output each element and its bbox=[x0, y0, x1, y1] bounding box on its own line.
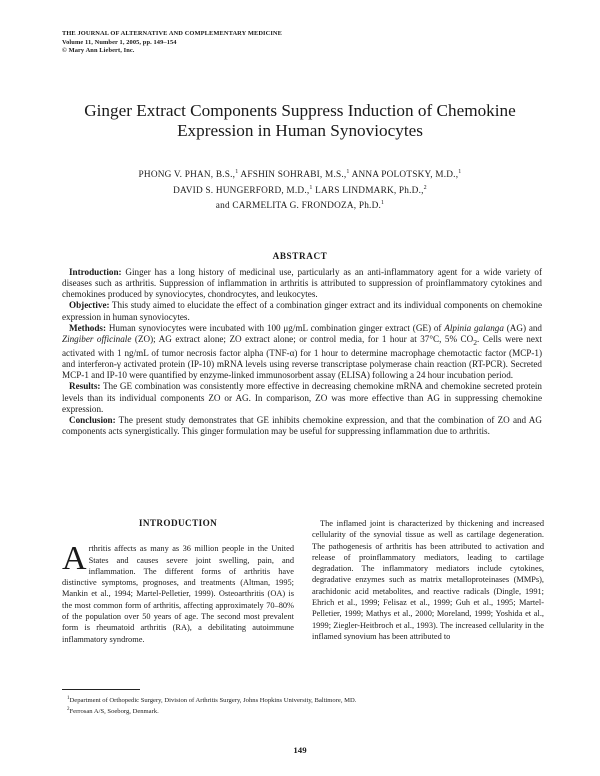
abstract-introduction bbox=[62, 267, 542, 300]
author-polotsky: ANNA POLOTSKY, M.D., bbox=[349, 170, 459, 181]
affiliation-mark: 1 bbox=[458, 169, 462, 175]
footnote-rule bbox=[62, 689, 140, 690]
journal-name: THE JOURNAL OF ALTERNATIVE AND COMPLEMENTARY MEDICINE bbox=[62, 30, 283, 37]
author-sohrabi: AFSHIN SOHRABI, M.S., bbox=[238, 170, 347, 181]
journal-copyright: © Mary Ann Liebert, Inc. bbox=[62, 47, 135, 55]
title-line-1: Ginger Extract Components Suppress Induction of Chemokine bbox=[84, 101, 516, 120]
author-frondoza: and CARMELITA G. FRONDOZA, Ph.D. bbox=[215, 201, 382, 212]
introduction-heading: INTRODUCTION bbox=[138, 518, 218, 528]
author-list bbox=[40, 166, 560, 213]
abstract-text: . Cells were next activated with 1 ng/mL of tumor necrosis factor alpha (TNF-α) for 1 hour to determine macrophage chemotactic factor (MCP-1) and interferon-γ activated protein (IP-10) mRNA levels using reverse transcriptase polymerase chain reaction (RT-PCR). Secreted MCP-1 and IP-10 were quantified by enzyme-linked immunosorbent assay (ELISA) following a 24 hour incubation period. bbox=[62, 333, 542, 381]
abstract-label: Conclusion: bbox=[69, 414, 116, 425]
footnote-mark: 2 bbox=[67, 706, 70, 712]
abstract-conclusion bbox=[62, 415, 542, 437]
journal-header bbox=[62, 30, 282, 56]
footnote-2 bbox=[62, 706, 356, 717]
abstract-text: The GE combination was consistently more effective in decreasing chemokine mRNA and chemokine secreted protein levels than its individual components ZO or AG. In comparison, ZO was more effective than AG in suppressing chemokine expression. bbox=[62, 381, 542, 414]
author-line-2 bbox=[40, 182, 560, 198]
affiliation-mark: 1 bbox=[309, 184, 313, 191]
affiliation-mark: 1 bbox=[346, 169, 350, 175]
page-number: 149 bbox=[293, 745, 307, 755]
abstract-text: This study aimed to elucidate the effect of a combination ginger extract and its individual components on chemokine expression in human synoviocytes. bbox=[62, 300, 542, 322]
author-line-1 bbox=[40, 166, 560, 182]
drop-cap: A bbox=[62, 540, 87, 578]
body-text: rthritis affects as many as 36 million people in the United States and causes severe joint swelling, pain, and inflammation. The different forms of arthritis have distinctive symptoms, prognoses, and treatments (Altman, 1995; Mankin et al., 1994; Martel-Pelletier, 1999). Osteoarthritis (OA) is the most common form of arthritis, affecting approximately 70–80% of the population over 50 years of age. The second most prevalent form is rheumatoid arthritis (RA), a debilitating autoimmune inflammatory syndrome. bbox=[62, 544, 294, 644]
species-name: Alpinia galanga bbox=[444, 322, 504, 333]
left-column bbox=[62, 518, 294, 645]
affiliation-mark: 1 bbox=[381, 200, 385, 207]
abstract-label: Methods: bbox=[69, 322, 107, 333]
species-name: Zingiber officinale bbox=[62, 333, 132, 344]
author-line-3 bbox=[40, 197, 560, 213]
footnote-text: Ferrosan A/S, Soeborg, Denmark. bbox=[69, 708, 159, 716]
footnote-text: Department of Orthopedic Surgery, Division of Arthritis Surgery, Johns Hopkins University, Baltimore, MD. bbox=[69, 697, 357, 705]
introduction-paragraph-1 bbox=[62, 540, 294, 645]
footnotes bbox=[62, 695, 356, 717]
affiliation-mark: 2 bbox=[423, 184, 427, 191]
abstract-text: (ZO); AG extract alone; ZO extract alone; or control media, for 1 hour at 37°C, 5% CO bbox=[131, 333, 474, 344]
abstract-label: Introduction: bbox=[69, 267, 122, 277]
affiliation-mark: 1 bbox=[235, 169, 239, 175]
abstract-text: Human synoviocytes were incubated with 100 μg/mL combination ginger extract (GE) of bbox=[106, 322, 445, 333]
abstract-body bbox=[62, 267, 542, 437]
right-column bbox=[312, 518, 544, 642]
abstract-methods bbox=[62, 323, 542, 382]
abstract-objective bbox=[62, 300, 542, 322]
journal-volume: Volume 11, Number 1, 2005, pp. 149–154 bbox=[62, 38, 177, 46]
abstract-results bbox=[62, 381, 542, 414]
introduction-paragraph-2: The inflamed joint is characterized by thickening and increased cellularity of the synovial tissue as well as cartilage degeneration. The pathogenesis of arthritis has been attributed to activation and release of proinflammatory mediators, leading to cartilage degradation. The inflammatory mediators include cytokines, degradative enzymes such as matrix metalloproteinases (MMPs), arachidonic acid metabolites, and reactive radicals (Dingle, 1991; Ehrich et al., 1999; Felisaz et al., 1999; Guh et al., 1995; Martel-Pelletier, 1999; Mathys et al., 2000; Moreland, 1999; Yoshida et al., 1999; Ziegler-Heitbroch et al., 1993). The increased cellularity in the inflamed synovium has been attributed to bbox=[312, 519, 544, 641]
article-title bbox=[40, 101, 560, 141]
abstract-text: The present study demonstrates that GE inhibits chemokine expression, and that the combination of ZO and AG components acts synergistically. This ginger formulation may be useful for suppressing inflammation due to arthritis. bbox=[62, 414, 542, 437]
subscript: 2 bbox=[473, 337, 478, 347]
abstract-text: Ginger has a long history of medicinal use, particularly as an anti-inflammatory agent for a wide variety of diseases such as arthritis. Suppression of inflammation in arthritis is attributed to suppression of proinflammatory cytokines and chemokines produced by synoviocytes, chondrocytes, and leukocytes. bbox=[62, 267, 542, 300]
footnote-1 bbox=[62, 695, 356, 706]
author-lindmark: LARS LINDMARK, Ph.D., bbox=[312, 185, 424, 196]
abstract-heading: ABSTRACT bbox=[272, 251, 328, 261]
author-hungerford: DAVID S. HUNGERFORD, M.D., bbox=[173, 185, 310, 196]
abstract-text: (AG) and bbox=[503, 322, 542, 333]
abstract-label: Results: bbox=[69, 381, 101, 392]
abstract-label: Objective: bbox=[69, 300, 110, 311]
footnote-mark: 1 bbox=[67, 696, 70, 701]
author-phan: PHONG V. PHAN, B.S., bbox=[138, 170, 236, 181]
title-line-2: Expression in Human Synoviocytes bbox=[177, 121, 423, 140]
